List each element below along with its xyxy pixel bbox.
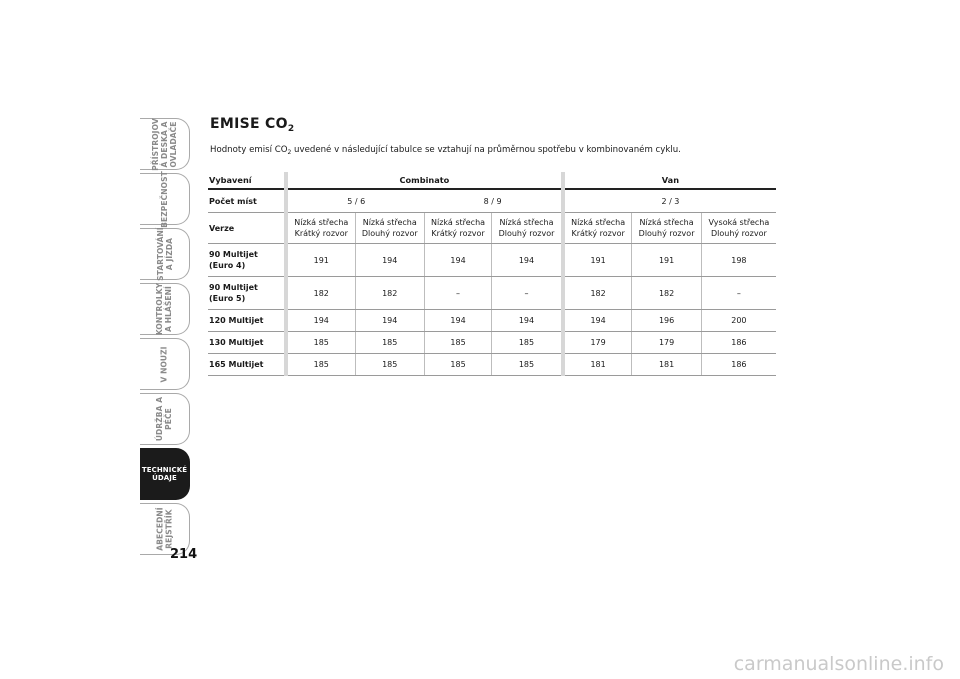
tab-bezpecnost[interactable] (140, 170, 190, 228)
tab-udrzba[interactable] (140, 393, 190, 445)
value-cell: 191 (286, 244, 355, 277)
intro-text-after: uvedené v následující tabulce se vztahují na průměrnou spotřebu v kombinovaném cyklu. (291, 145, 681, 155)
version-cell (355, 213, 424, 244)
value-cell: 185 (286, 354, 355, 376)
engine-norm: (Euro 4) (209, 261, 246, 270)
page-title (210, 116, 294, 134)
tab-pristrojova-deska[interactable] (140, 118, 190, 170)
engine-name: 90 Multijet (209, 283, 258, 292)
row-label (208, 277, 286, 310)
value-cell: 185 (492, 332, 563, 354)
intro-paragraph (210, 145, 681, 156)
version-roof: Nízká střecha (639, 218, 694, 227)
version-cell (286, 213, 355, 244)
value-cell: 182 (632, 277, 701, 310)
row-label (208, 244, 286, 277)
value-cell: – (701, 277, 776, 310)
row-label: 120 Multijet (208, 310, 286, 332)
emissions-table (208, 172, 776, 376)
version-cell (632, 213, 701, 244)
value-cell: 182 (286, 277, 355, 310)
value-cell: 179 (632, 332, 701, 354)
value-cell: 194 (355, 244, 424, 277)
version-wheelbase: Krátký rozvor (571, 229, 625, 238)
value-cell: 194 (286, 310, 355, 332)
header-van: Van (563, 172, 776, 189)
seats-cell: 5 / 6 (286, 189, 424, 213)
version-wheelbase: Dlouhý rozvor (638, 229, 695, 238)
engine-name: 90 Multijet (209, 250, 258, 259)
value-cell: 196 (632, 310, 701, 332)
version-roof: Nízká střecha (431, 218, 486, 227)
value-cell: – (424, 277, 491, 310)
value-cell: 185 (424, 354, 491, 376)
table-row-versions (208, 213, 776, 244)
value-cell: 182 (563, 277, 632, 310)
value-cell: 181 (563, 354, 632, 376)
value-cell: – (492, 277, 563, 310)
seats-cell: 8 / 9 (424, 189, 562, 213)
row-label: 130 Multijet (208, 332, 286, 354)
tab-label: BEZPEČNOST (160, 170, 170, 228)
version-wheelbase: Dlouhý rozvor (361, 229, 418, 238)
title-text: EMISE CO (210, 116, 288, 132)
value-cell: 194 (424, 310, 491, 332)
value-cell: 194 (492, 310, 563, 332)
table-row (208, 332, 776, 354)
value-cell: 185 (286, 332, 355, 354)
tab-technicke-udaje[interactable] (140, 448, 190, 500)
page-number: 214 (170, 547, 198, 562)
engine-norm: (Euro 5) (209, 294, 246, 303)
version-cell (563, 213, 632, 244)
table-row (208, 277, 776, 310)
row-label: 165 Multijet (208, 354, 286, 376)
version-wheelbase: Dlouhý rozvor (710, 229, 767, 238)
version-cell (492, 213, 563, 244)
value-cell: 194 (563, 310, 632, 332)
chapter-tabs (140, 118, 194, 558)
value-cell: 185 (355, 354, 424, 376)
version-cell (424, 213, 491, 244)
tab-v-nouzi[interactable] (140, 338, 190, 390)
tab-startovani-jizda[interactable] (140, 228, 190, 280)
version-wheelbase: Krátký rozvor (431, 229, 485, 238)
row-label: Počet míst (208, 189, 286, 213)
intro-subscript: 2 (287, 149, 292, 156)
tab-label: ÚDRŽBA A PÉČE (155, 396, 174, 442)
table-row-seats (208, 189, 776, 213)
table-row (208, 244, 776, 277)
value-cell: 194 (424, 244, 491, 277)
value-cell: 194 (492, 244, 563, 277)
tab-label: ABECEDNÍ REJSTŘÍK (155, 507, 174, 551)
value-cell: 198 (701, 244, 776, 277)
table-header-row (208, 172, 776, 189)
version-cell (701, 213, 776, 244)
tab-kontrolky[interactable] (140, 283, 190, 335)
table-row (208, 310, 776, 332)
value-cell: 194 (355, 310, 424, 332)
value-cell: 200 (701, 310, 776, 332)
value-cell: 191 (563, 244, 632, 277)
intro-text-before: Hodnoty emisí CO (210, 145, 288, 155)
version-roof: Nízká střecha (294, 218, 349, 227)
version-roof: Nízká střecha (571, 218, 626, 227)
value-cell: 186 (701, 354, 776, 376)
version-wheelbase: Dlouhý rozvor (498, 229, 555, 238)
version-roof: Nízká střecha (362, 218, 417, 227)
tab-label: KONTROLKY A HLÁŠENÍ (155, 282, 174, 336)
tab-label: TECHNICKÉ ÚDAJE (141, 465, 188, 482)
tab-label: PŘÍSTROJOV Á DESKA A OVLADAČE (151, 117, 179, 171)
value-cell: 185 (355, 332, 424, 354)
version-roof: Nízká střecha (499, 218, 554, 227)
header-label-vybaveni: Vybavení (208, 172, 286, 189)
seats-cell: 2 / 3 (563, 189, 776, 213)
version-roof: Vysoká střecha (708, 218, 770, 227)
title-subscript: 2 (287, 124, 295, 134)
header-combinato: Combinato (286, 172, 563, 189)
watermark: carmanualsonline.info (733, 653, 944, 675)
value-cell: 179 (563, 332, 632, 354)
value-cell: 181 (632, 354, 701, 376)
row-label: Verze (208, 213, 286, 244)
value-cell: 186 (701, 332, 776, 354)
version-wheelbase: Krátký rozvor (294, 229, 348, 238)
value-cell: 185 (492, 354, 563, 376)
value-cell: 191 (632, 244, 701, 277)
table-row (208, 354, 776, 376)
tab-label: V NOUZI (160, 345, 169, 383)
tab-label: STARTOVÁNÍ A JÍZDA (155, 227, 174, 281)
value-cell: 185 (424, 332, 491, 354)
value-cell: 182 (355, 277, 424, 310)
